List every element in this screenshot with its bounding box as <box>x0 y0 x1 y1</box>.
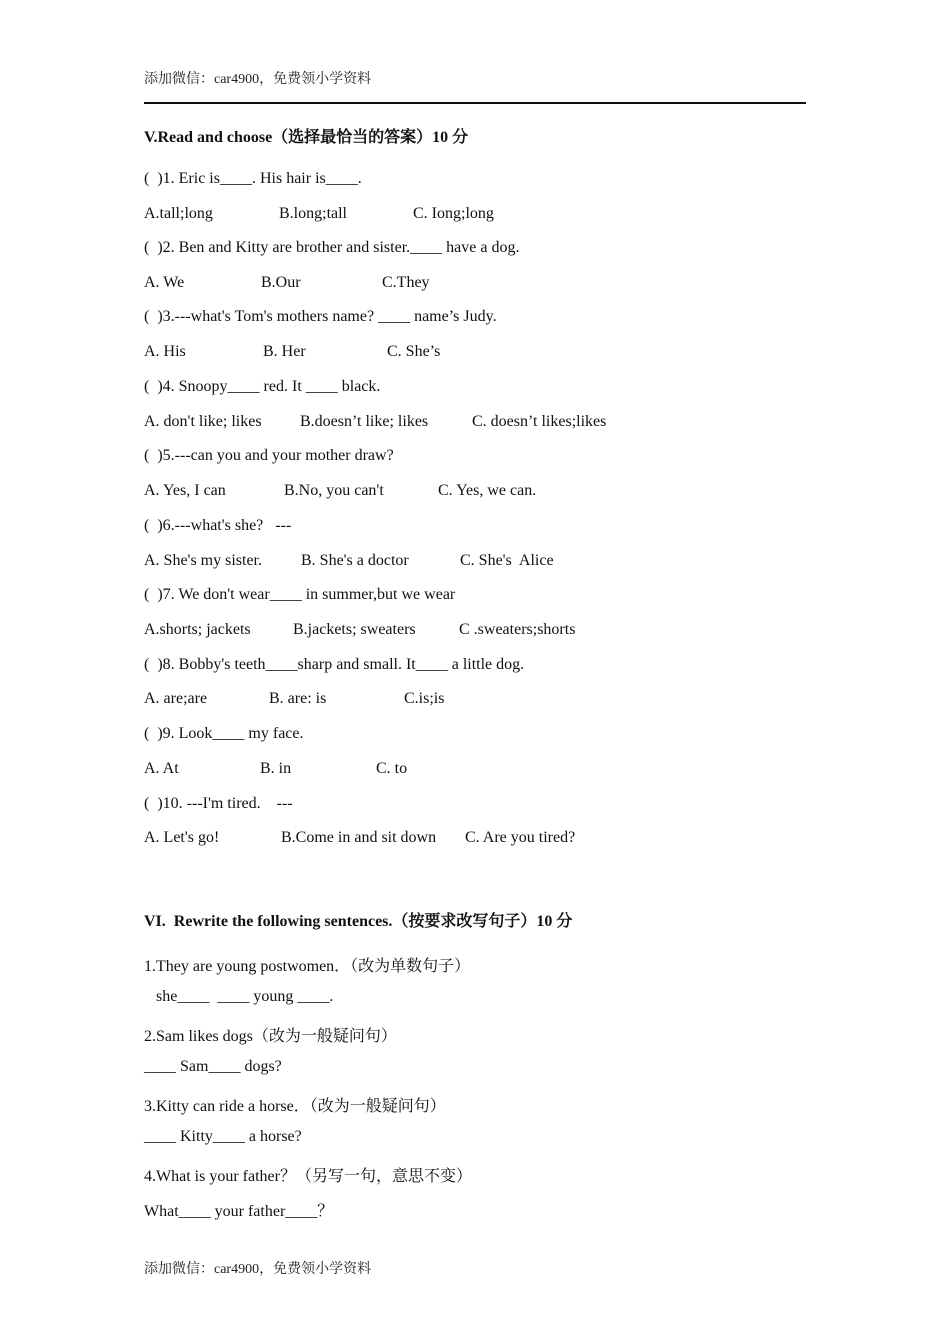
question-4: ( )4. Snoopy____ red. It ____ black. <box>144 378 381 395</box>
option-c: C.is;is <box>404 690 445 707</box>
option-a: A. Yes, I can <box>144 482 226 499</box>
question-6: ( )6.---what's she? --- <box>144 517 292 534</box>
question-2: ( )2. Ben and Kitty are brother and sister.____ have a dog. <box>144 239 520 256</box>
option-a: A. His <box>144 343 186 360</box>
question-8: ( )8. Bobby's teeth____sharp and small. It____ a little dog. <box>144 656 525 673</box>
page-footer: 添加微信：car4900，免费领小学资料 <box>144 1262 372 1277</box>
option-a: A.tall;long <box>144 205 213 222</box>
option-a: A. At <box>144 760 179 777</box>
rewrite-1-prompt: 1.They are young postwomen．（改为单数句子） <box>144 958 471 975</box>
option-b: B.jackets; sweaters <box>293 621 416 638</box>
option-b: B.Our <box>261 274 301 291</box>
option-c: C. doesn’t likes;likes <box>472 413 607 430</box>
option-a: A. are;are <box>144 690 208 707</box>
question-3: ( )3.---what's Tom's mothers name? ____ name’s Judy. <box>144 308 497 325</box>
option-c: C. She's Alice <box>460 552 554 569</box>
option-b: B. She's a doctor <box>301 552 409 569</box>
option-c: C. Yes, we can. <box>438 482 537 499</box>
option-a: A. don't like; likes <box>144 413 262 430</box>
option-b: B.Come in and sit down <box>281 829 437 846</box>
rewrite-4-prompt: 4.What is your father？（另写一句，意思不变） <box>144 1168 472 1185</box>
section-6-title: VI. Rewrite the following sentences.（按要求改写句子）10 分 <box>144 913 573 930</box>
option-b: B. in <box>260 760 292 777</box>
rewrite-3-answer: ____ Kitty____ a horse? <box>144 1128 302 1145</box>
option-c: C. She’s <box>387 343 441 360</box>
option-b: B.long;tall <box>279 205 347 222</box>
option-b: B.doesn’t like; likes <box>300 413 429 430</box>
question-5: ( )5.---can you and your mother draw? <box>144 447 394 464</box>
question-7: ( )7. We don't wear____ in summer,but we wear <box>144 586 456 603</box>
rewrite-3-prompt: 3.Kitty can ride a horse．（改为一般疑问句） <box>144 1098 446 1115</box>
question-9: ( )9. Look____ my face. <box>144 725 304 742</box>
option-a: A. We <box>144 274 185 291</box>
rewrite-2-answer: ____ Sam____ dogs? <box>144 1058 282 1075</box>
section-5-title: V.Read and choose（选择最恰当的答案）10 分 <box>144 129 469 146</box>
option-c: C. Are you tired? <box>465 829 576 846</box>
option-b: B. Her <box>263 343 306 360</box>
question-10: ( )10. ---I'm tired. --- <box>144 795 293 812</box>
option-b: B. are: is <box>269 690 327 707</box>
rewrite-4-answer: What____ your father____？ <box>144 1203 334 1220</box>
page-header: 添加微信：car4900，免费领小学资料 <box>144 72 372 87</box>
option-c: C. to <box>376 760 408 777</box>
option-a: A. She's my sister. <box>144 552 262 569</box>
option-c: C. Iong;long <box>413 205 494 222</box>
header-divider <box>144 102 806 104</box>
option-c: C.They <box>382 274 430 291</box>
option-a: A. Let's go! <box>144 829 220 846</box>
option-c: C .sweaters;shorts <box>459 621 576 638</box>
question-1: ( )1. Eric is____. His hair is____. <box>144 170 362 187</box>
rewrite-2-prompt: 2.Sam likes dogs（改为一般疑问句） <box>144 1028 397 1045</box>
option-a: A.shorts; jackets <box>144 621 251 638</box>
option-b: B.No, you can't <box>284 482 384 499</box>
rewrite-1-answer: she____ ____ young ____. <box>144 988 334 1005</box>
